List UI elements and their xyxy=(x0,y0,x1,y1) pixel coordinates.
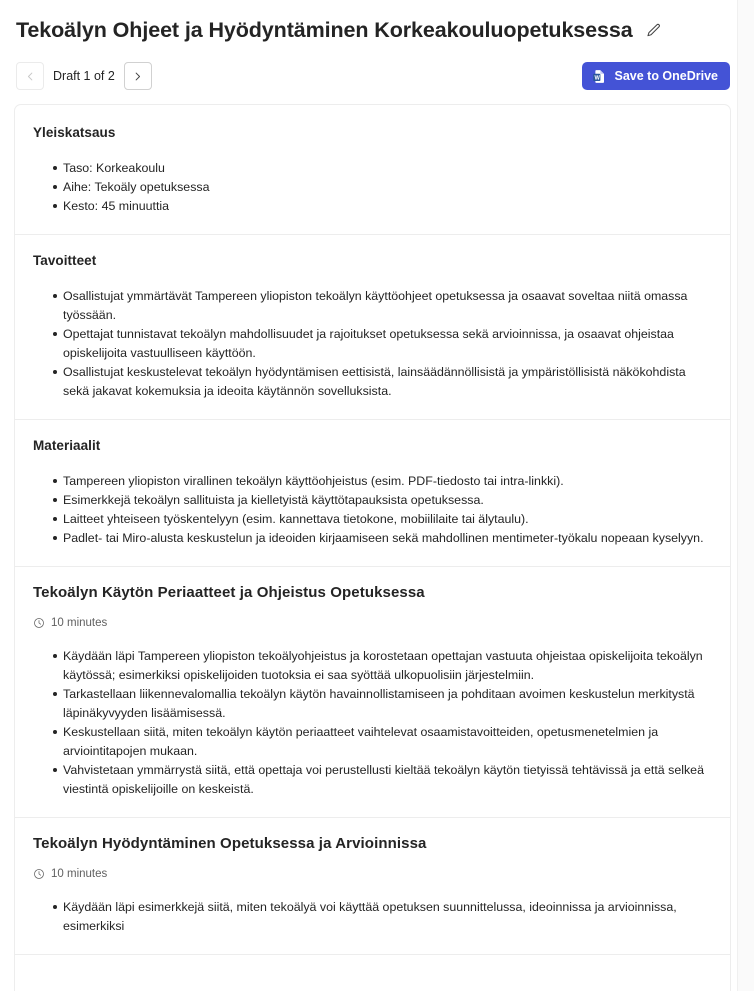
section-bullet-list xyxy=(33,287,712,401)
list-item: Keskustellaan siitä, miten tekoälyn käytön periaatteet vaihtelevat osaamistavoitteiden, opetusmenetelmien ja arviointitapojen mukaan. xyxy=(53,723,712,761)
save-to-onedrive-button[interactable] xyxy=(582,62,730,90)
section-duration-label: 10 minutes xyxy=(51,868,108,880)
sections-container xyxy=(15,105,730,955)
page-header xyxy=(0,0,754,98)
list-item: Esimerkkejä tekoälyn sallituista ja kielletyistä käyttötapauksista opetuksessa. xyxy=(53,491,712,510)
lesson-section xyxy=(15,105,730,235)
page-title: Tekoälyn Ohjeet ja Hyödyntäminen Korkeakouluopetuksessa xyxy=(16,18,633,42)
list-item: Tarkastellaan liikennevalomallia tekoälyn käytön havainnollistamiseen ja pohditaan avoimen keskustelun merkitystä läpinäkyvyyden lisäämisessä. xyxy=(53,685,712,723)
list-item: Taso: Korkeakoulu xyxy=(53,159,712,178)
toolbar xyxy=(16,54,738,98)
list-item: Osallistujat ymmärtävät Tampereen yliopiston tekoälyn käyttöohjeet opetuksessa ja osaavat soveltaa niitä omassa työssään. xyxy=(53,287,712,325)
save-button-label: Save to OneDrive xyxy=(614,69,718,83)
clock-icon xyxy=(33,617,45,629)
list-item: Käydään läpi Tampereen yliopiston tekoälyohjeistus ja korostetaan opettajan vastuuta ohjeistaa opiskelijoita tekoälyn käytössä; esimerkiksi opiskelijoiden tuotoksia ei saa syöttää ulkopuolisiin järjestelmiin. xyxy=(53,647,712,685)
lesson-plan-card xyxy=(14,104,731,991)
section-bullet-list xyxy=(33,898,712,936)
section-duration xyxy=(33,866,712,882)
draft-pager xyxy=(16,62,152,90)
section-bullet-list xyxy=(33,159,712,216)
section-bullet-list xyxy=(33,647,712,799)
section-title: Materiaalit xyxy=(33,438,101,453)
list-item: Osallistujat keskustelevat tekoälyn hyödyntämisen eettisistä, lainsäädännöllisistä ja ympäristöllisistä näkökohdista sekä jakavat kokemuksia ja ideoita käytännön sovelluksista. xyxy=(53,363,712,401)
section-duration-label: 10 minutes xyxy=(51,617,108,629)
list-item: Käydään läpi esimerkkejä siitä, miten tekoälyä voi käyttää opetuksen suunnittelussa, ideoinnissa ja arvioinnissa, esimerkiksi xyxy=(53,898,712,936)
section-duration xyxy=(33,615,712,631)
list-item: Tampereen yliopiston virallinen tekoälyn käyttöohjeistus (esim. PDF-tiedosto tai intra-linkki). xyxy=(53,472,712,491)
list-item: Padlet- tai Miro-alusta keskustelun ja ideoiden kirjaamiseen sekä mahdollinen mentimeter-työkalu nopeaan kyselyyn. xyxy=(53,529,712,548)
page-scroll-gutter[interactable] xyxy=(737,0,754,991)
section-title: Yleiskatsaus xyxy=(33,125,116,140)
list-item: Vahvistetaan ymmärrystä siitä, että opettaja voi perustellusti kieltää tekoälyn käytön tietyissä tehtävissä ja että selkeä viestintä opiskelijoille on keskeistä. xyxy=(53,761,712,799)
list-item: Opettajat tunnistavat tekoälyn mahdollisuudet ja rajoitukset opetuksessa sekä arvioinnissa, ja osaavat ohjeistaa opiskelijoita vastuulliseen käyttöön. xyxy=(53,325,712,363)
list-item: Kesto: 45 minuuttia xyxy=(53,197,712,216)
next-draft-button[interactable] xyxy=(124,62,152,90)
section-title: Tekoälyn Käytön Periaatteet ja Ohjeistus Opetuksessa xyxy=(33,584,425,601)
lesson-section xyxy=(15,235,730,420)
title-row xyxy=(16,12,738,48)
list-item: Aihe: Tekoäly opetuksessa xyxy=(53,178,712,197)
word-document-icon xyxy=(592,69,607,84)
section-title: Tavoitteet xyxy=(33,253,97,268)
lesson-section xyxy=(15,420,730,567)
section-title: Tekoälyn Hyödyntäminen Opetuksessa ja Arvioinnissa xyxy=(33,835,427,852)
lesson-section xyxy=(15,818,730,955)
section-bullet-list xyxy=(33,472,712,548)
draft-counter-label: Draft 1 of 2 xyxy=(53,69,115,83)
pencil-icon[interactable] xyxy=(643,19,665,41)
list-item: Laitteet yhteiseen työskentelyyn (esim. kannettava tietokone, mobiililaite tai älytaulu). xyxy=(53,510,712,529)
previous-draft-button[interactable] xyxy=(16,62,44,90)
clock-icon xyxy=(33,868,45,880)
lesson-section xyxy=(15,567,730,818)
